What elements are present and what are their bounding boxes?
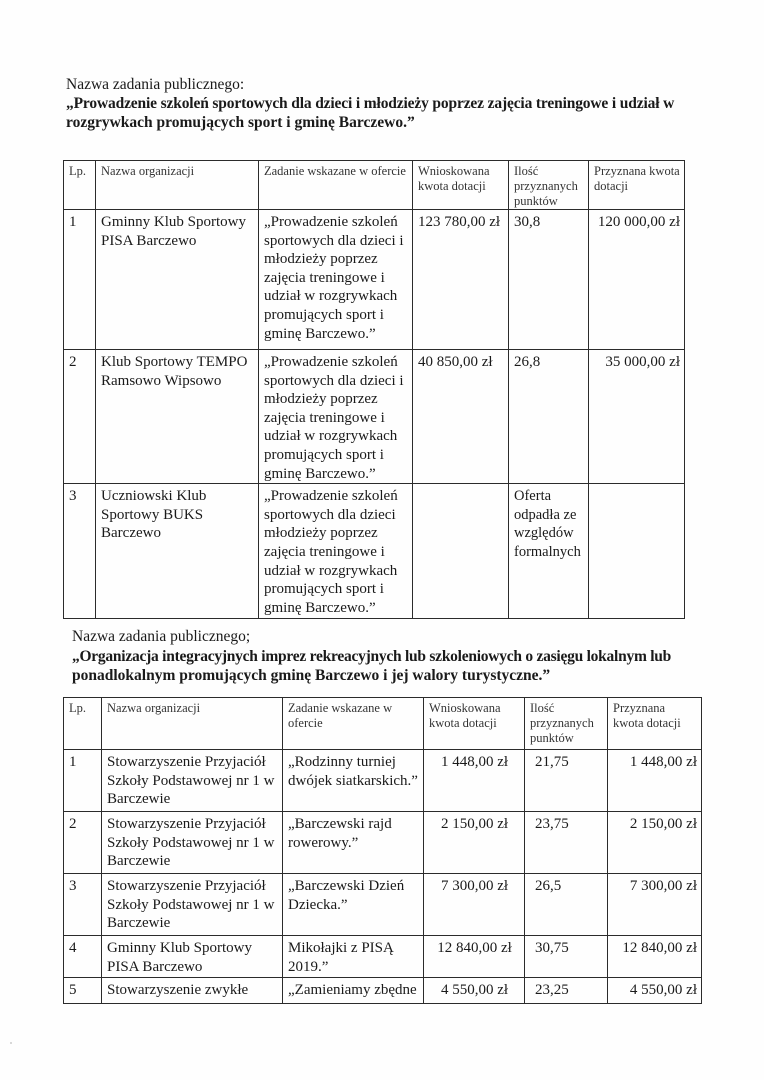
- cell-requested-amount: 1 448,00 zł: [424, 750, 525, 812]
- cell-task: „Prowadzenie szkoleń sportowych dla dzieci i młodzieży poprzez zajęcia treningowe i udział w rozgrywkach promujących sport i gminę Barczewo.”: [259, 210, 413, 350]
- header-points: Ilość przyznanych punktów: [509, 161, 589, 210]
- section-1-title-line-2: rozgrywkach promujących sport i gminę Barczewo.”: [66, 114, 415, 131]
- cell-granted-amount: 7 300,00 zł: [608, 874, 702, 936]
- cell-granted-amount: 1 448,00 zł: [608, 750, 702, 812]
- cell-task: „Rodzinny turniej dwójek siatkarskich.”: [283, 750, 424, 812]
- section-1-label: Nazwa zadania publicznego:: [66, 76, 245, 93]
- header-task: Zadanie wskazane w ofercie: [259, 161, 413, 210]
- cell-points: 26,5: [525, 874, 608, 936]
- grant-table-recreational-events: [63, 697, 702, 1004]
- cell-lp: 4: [64, 936, 102, 978]
- cell-granted-amount: 120 000,00 zł: [589, 210, 685, 350]
- cell-organization: Gminny Klub Sportowy PISA Barczewo: [96, 210, 259, 350]
- cell-points: 23,25: [525, 978, 608, 1004]
- grant-table-sports-training: [63, 160, 685, 619]
- header-task: Zadanie wskazane w ofercie: [283, 698, 424, 750]
- table-row: [64, 874, 702, 936]
- cell-organization: Uczniowski Klub Sportowy BUKS Barczewo: [96, 484, 259, 619]
- cell-task: „Prowadzenie szkoleń sportowych dla dzieci młodzieży poprzez zajęcia treningowe i udział w rozgrywkach promujących sport i gminę Barczewo.”: [259, 484, 413, 619]
- cell-organization: Gminny Klub Sportowy PISA Barczewo: [102, 936, 283, 978]
- table-row: [64, 812, 702, 874]
- table-row: [64, 350, 685, 484]
- cell-requested-amount: 12 840,00 zł: [424, 936, 525, 978]
- cell-points: 26,8: [509, 350, 589, 484]
- header-requested-amount: Wnioskowana kwota dotacji: [424, 698, 525, 750]
- cell-organization: Stowarzyszenie Przyjaciół Szkoły Podstawowej nr 1 w Barczewie: [102, 812, 283, 874]
- table-row: [64, 210, 685, 350]
- table-row: [64, 484, 685, 619]
- section-2-label: Nazwa zadania publicznego;: [72, 628, 251, 645]
- cell-requested-amount: 40 850,00 zł: [413, 350, 509, 484]
- cell-lp: 5: [64, 978, 102, 1004]
- cell-organization: Stowarzyszenie Przyjaciół Szkoły Podstawowej nr 1 w Barczewie: [102, 874, 283, 936]
- cell-granted-amount: 35 000,00 zł: [589, 350, 685, 484]
- cell-requested-amount: 123 780,00 zł: [413, 210, 509, 350]
- table-row: [64, 750, 702, 812]
- cell-lp: 1: [64, 210, 96, 350]
- cell-lp: 3: [64, 484, 96, 619]
- section-2-title-line-1: „Organizacja integracyjnych imprez rekreacyjnych lub szkoleniowych o zasięgu lokalnym lub: [72, 648, 672, 665]
- cell-lp: 2: [64, 350, 96, 484]
- cell-points: 30,8: [509, 210, 589, 350]
- cell-points: 30,75: [525, 936, 608, 978]
- cell-task: „Barczewski Dzień Dziecka.”: [283, 874, 424, 936]
- cell-granted-amount: 4 550,00 zł: [608, 978, 702, 1004]
- header-granted-amount: Przyznana kwota dotacji: [589, 161, 685, 210]
- cell-task: „Zamieniamy zbędne: [283, 978, 424, 1004]
- cell-points: 23,75: [525, 812, 608, 874]
- table-header-row: [64, 161, 685, 210]
- cell-requested-amount: 7 300,00 zł: [424, 874, 525, 936]
- cell-task: Mikołajki z PISĄ 2019.”: [283, 936, 424, 978]
- cell-points-status: Oferta odpadła ze względów formalnych: [509, 484, 589, 619]
- cell-requested-amount: 2 150,00 zł: [424, 812, 525, 874]
- cell-granted-amount: 2 150,00 zł: [608, 812, 702, 874]
- cell-requested-amount: [413, 484, 509, 619]
- cell-lp: 3: [64, 874, 102, 936]
- section-2-title-line-2: ponadlokalnym promujących gminę Barczewo i jej walory turystyczne.”: [72, 667, 551, 684]
- cell-lp: 1: [64, 750, 102, 812]
- table-row: [64, 978, 702, 1004]
- header-points: Ilość przyznanych punktów: [525, 698, 608, 750]
- cell-lp: 2: [64, 812, 102, 874]
- header-granted-amount: Przyznana kwota dotacji: [608, 698, 702, 750]
- header-requested-amount: Wnioskowana kwota dotacji: [413, 161, 509, 210]
- header-lp: Lp.: [64, 161, 96, 210]
- scan-artifact: [10, 1042, 12, 1044]
- cell-points: 21,75: [525, 750, 608, 812]
- table-header-row: [64, 698, 702, 750]
- cell-granted-amount: 12 840,00 zł: [608, 936, 702, 978]
- table-row: [64, 936, 702, 978]
- cell-task: „Prowadzenie szkoleń sportowych dla dzieci i młodzieży poprzez zajęcia treningowe i udział w rozgrywkach promujących sport i gminę Barczewo.”: [259, 350, 413, 484]
- header-organization: Nazwa organizacji: [102, 698, 283, 750]
- cell-organization: Stowarzyszenie zwykłe: [102, 978, 283, 1004]
- cell-granted-amount: [589, 484, 685, 619]
- cell-task: „Barczewski rajd rowerowy.”: [283, 812, 424, 874]
- header-organization: Nazwa organizacji: [96, 161, 259, 210]
- cell-organization: Stowarzyszenie Przyjaciół Szkoły Podstawowej nr 1 w Barczewie: [102, 750, 283, 812]
- cell-requested-amount: 4 550,00 zł: [424, 978, 525, 1004]
- header-lp: Lp.: [64, 698, 102, 750]
- cell-organization: Klub Sportowy TEMPO Ramsowo Wipsowo: [96, 350, 259, 484]
- section-1-title-line-1: „Prowadzenie szkoleń sportowych dla dzieci i młodzieży poprzez zajęcia treningowe i udział w: [66, 95, 675, 112]
